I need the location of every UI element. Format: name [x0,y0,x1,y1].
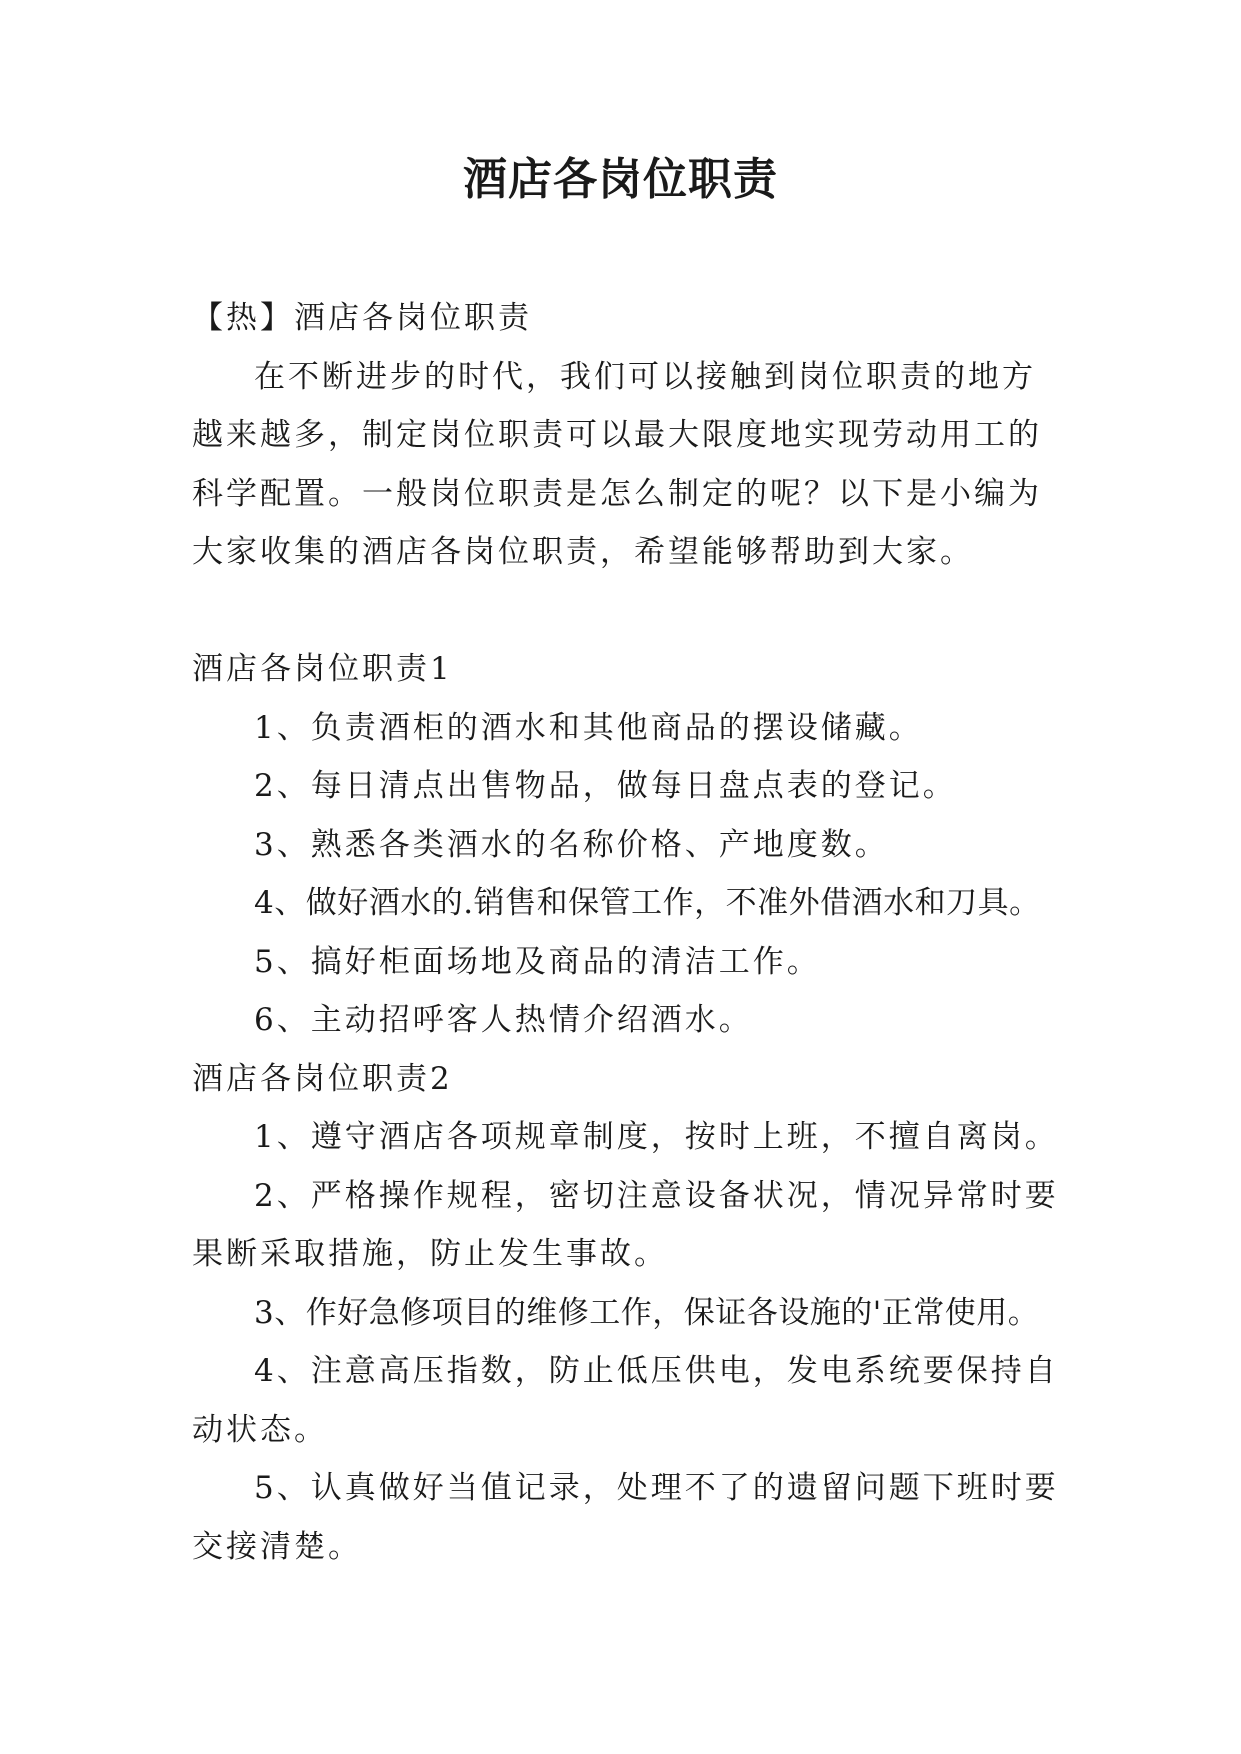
section-heading: 酒店各岗位职责2 [192,1060,453,1097]
list-item: 3、作好急修项目的维修工作，保证各设施的'正常使用。 [254,1294,1040,1331]
list-item: 5、认真做好当值记录，处理不了的遗留问题下班时要交接清楚。 [192,1470,1059,1565]
list-item: 2、每日清点出售物品，做每日盘点表的登记。 [254,768,957,804]
intro-paragraph: 在不断进步的时代，我们可以接触到岗位职责的地方越来越多，制定岗位职责可以最大限度地实现劳动用工的科学配置。一般岗位职责是怎么制定的呢？以下是小编为大家收集的酒店各岗位职责，希望能够帮助到大家。 [192,358,1042,570]
list-item: 4、做好酒水的.销售和保管工作，不准外借酒水和刀具。 [254,885,1041,921]
document-title: 酒店各岗位职责 [463,154,778,205]
list-item: 1、遵守酒店各项规章制度，按时上班，不擅自离岗。 [254,1119,1059,1155]
document-body [192,289,1060,1576]
list-item: 1、负责酒柜的酒水和其他商品的摆设储藏。 [254,709,923,746]
list-item: 4、注意高压指数，防止低压供电，发电系统要保持自动状态。 [192,1353,1059,1448]
document-subtitle: 【热】酒店各岗位职责 [192,300,532,336]
list-item: 3、熟悉各类酒水的名称价格、产地度数。 [254,826,889,863]
list-item: 2、严格操作规程，密切注意设备状况，情况异常时要果断采取措施，防止发生事故。 [192,1177,1059,1272]
section-heading: 酒店各岗位职责1 [192,651,453,687]
paragraph-gap [192,582,1060,641]
list-item: 6、主动招呼客人热情介绍酒水。 [254,1002,753,1038]
list-item: 5、搞好柜面场地及商品的清洁工作。 [254,943,821,980]
